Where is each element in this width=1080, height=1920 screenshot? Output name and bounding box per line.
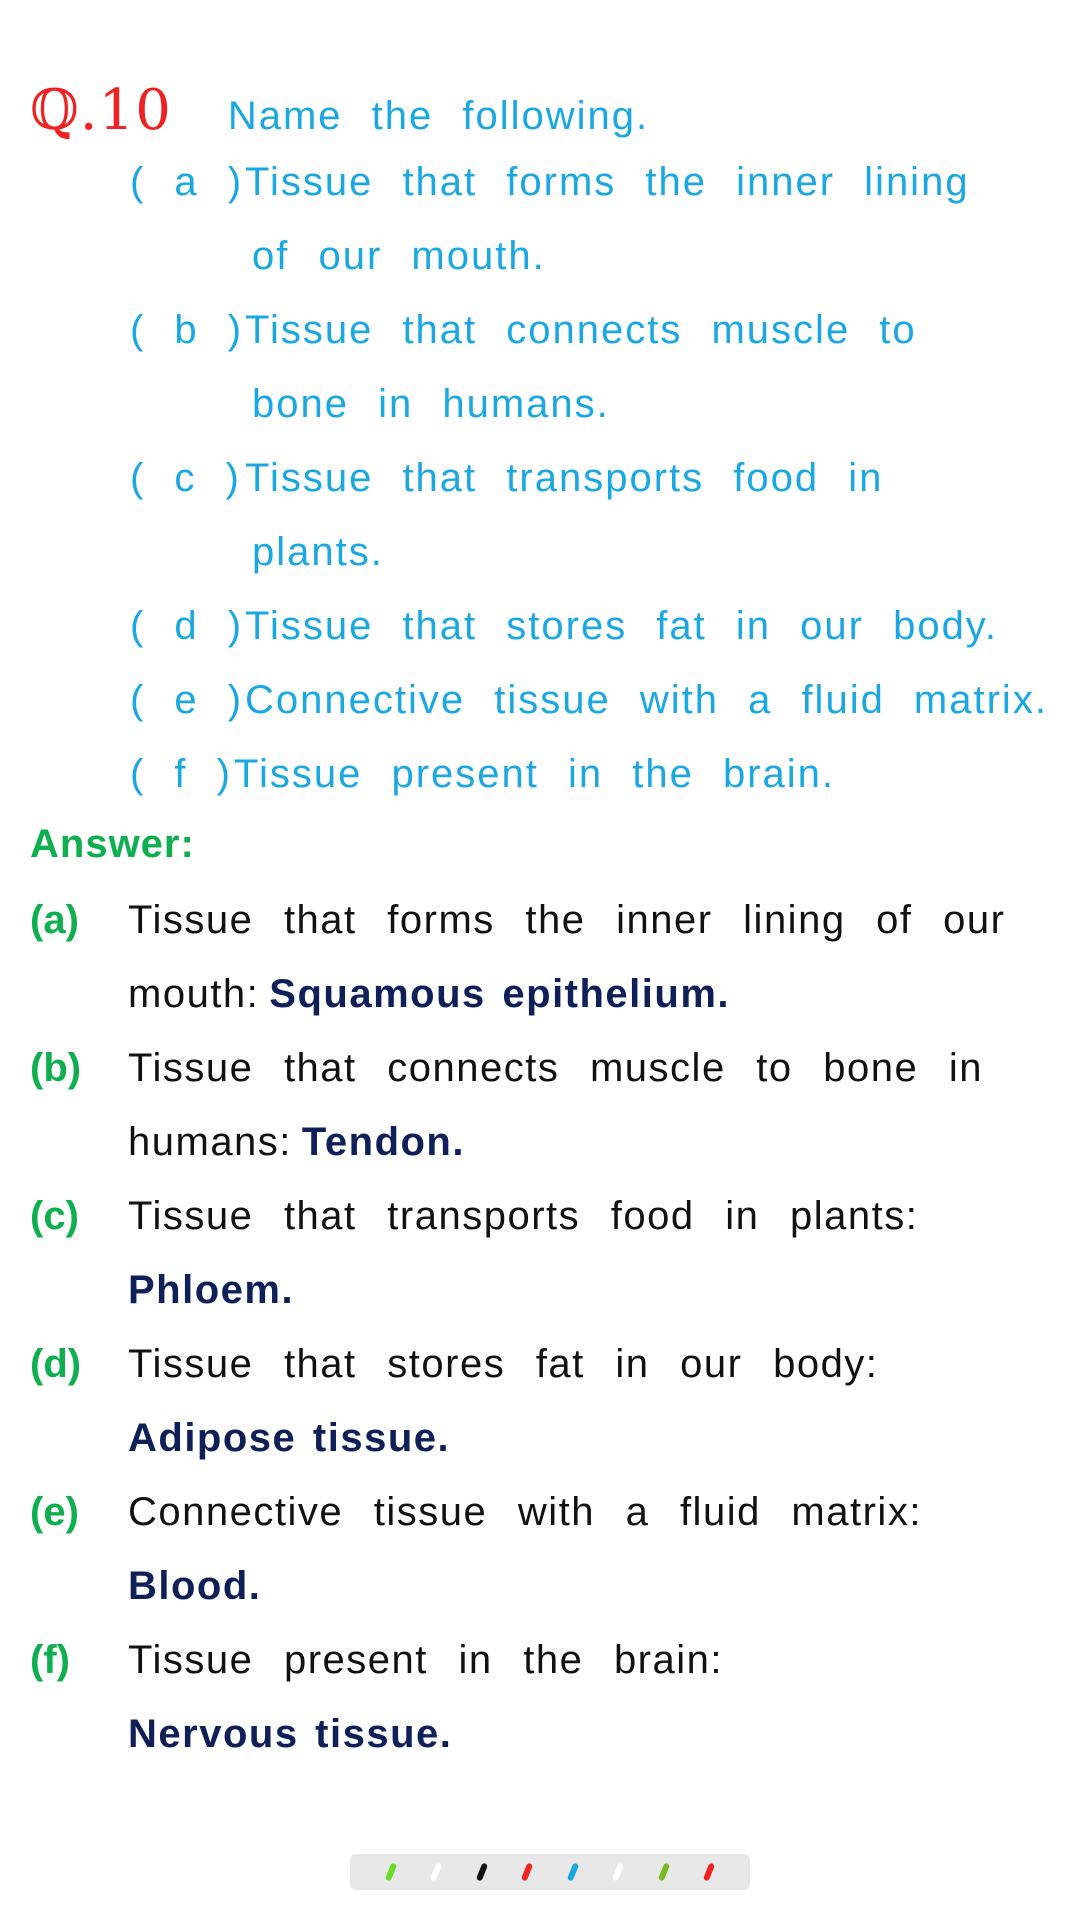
question-item-letter: ( c ) [130, 456, 241, 500]
answer-item-letter-a: (a) [30, 898, 79, 942]
pen-color-swatch[interactable] [612, 1863, 624, 1882]
question-item-letter: ( a ) [130, 160, 244, 204]
answer-item-letter-e: (e) [30, 1490, 79, 1534]
pen-color-swatch[interactable] [703, 1863, 715, 1882]
question-item-a [130, 160, 970, 205]
question-item-b-continued: bone in humans. [252, 382, 610, 426]
answer-value: Tendon. [301, 1120, 465, 1164]
answer-item-d-line2 [128, 1416, 450, 1461]
question-item-f [130, 752, 835, 797]
answer-item-a-line2 [128, 972, 730, 1017]
question-item-e [130, 678, 1048, 723]
question-prompt: Name the following. [227, 94, 650, 138]
question-item-a-continued: of our mouth. [252, 234, 546, 278]
pen-color-swatch[interactable] [567, 1863, 579, 1882]
question-item-text: Tissue that connects muscle to [245, 308, 917, 352]
answer-item-f-line1: Tissue present in the brain: [128, 1638, 723, 1682]
answer-item-b-line1: Tissue that connects muscle to bone in [128, 1046, 983, 1090]
pen-color-swatch[interactable] [658, 1863, 670, 1882]
pen-color-toolbar [350, 1854, 750, 1890]
answer-item-d-line1: Tissue that stores fat in our body: [128, 1342, 879, 1386]
answer-item-e-line1: Connective tissue with a fluid matrix: [128, 1490, 922, 1534]
question-item-text: Tissue that stores fat in our body. [245, 604, 998, 648]
question-header [30, 78, 649, 142]
question-item-letter: ( d ) [130, 604, 244, 648]
answer-value: Blood. [128, 1564, 262, 1608]
question-item-text: Connective tissue with a fluid matrix. [245, 678, 1048, 722]
question-item-text: Tissue that forms the inner lining [245, 160, 970, 204]
answer-item-e-line2 [128, 1564, 261, 1609]
answer-value: Adipose tissue. [128, 1416, 451, 1460]
answer-item-f-line2 [128, 1712, 452, 1757]
question-item-c-continued: plants. [252, 530, 384, 574]
question-item-c [130, 456, 883, 501]
answer-item-lead: mouth: [128, 972, 260, 1016]
answer-item-letter-b: (b) [30, 1046, 82, 1090]
question-item-letter: ( f ) [130, 752, 232, 796]
answer-item-b-line2 [128, 1120, 465, 1165]
answer-item-letter-c: (c) [30, 1194, 79, 1238]
question-item-letter: ( b ) [130, 308, 244, 352]
answer-item-c-line1: Tissue that transports food in plants: [128, 1194, 919, 1238]
answer-value: Squamous epithelium. [269, 972, 731, 1016]
question-number: ℚ.10 [30, 78, 172, 143]
answer-value: Phloem. [128, 1268, 295, 1312]
question-item-b [130, 308, 917, 353]
question-item-letter: ( e ) [130, 678, 244, 722]
pen-color-swatch[interactable] [476, 1863, 488, 1882]
answer-item-c-line2 [128, 1268, 294, 1313]
answer-value: Nervous tissue. [128, 1712, 453, 1756]
question-item-text: Tissue present in the brain. [234, 752, 835, 796]
question-item-text: Tissue that transports food in [245, 456, 884, 500]
pen-color-swatch[interactable] [385, 1863, 397, 1882]
answer-item-lead: humans: [128, 1120, 292, 1164]
pen-color-swatch[interactable] [430, 1863, 442, 1882]
answer-item-a-line1: Tissue that forms the inner lining of our [128, 898, 1006, 942]
answer-item-letter-d: (d) [30, 1342, 82, 1386]
answer-item-letter-f: (f) [30, 1638, 70, 1682]
pen-color-swatch[interactable] [521, 1863, 533, 1882]
question-item-d [130, 604, 998, 649]
answer-heading: Answer: [30, 822, 195, 866]
